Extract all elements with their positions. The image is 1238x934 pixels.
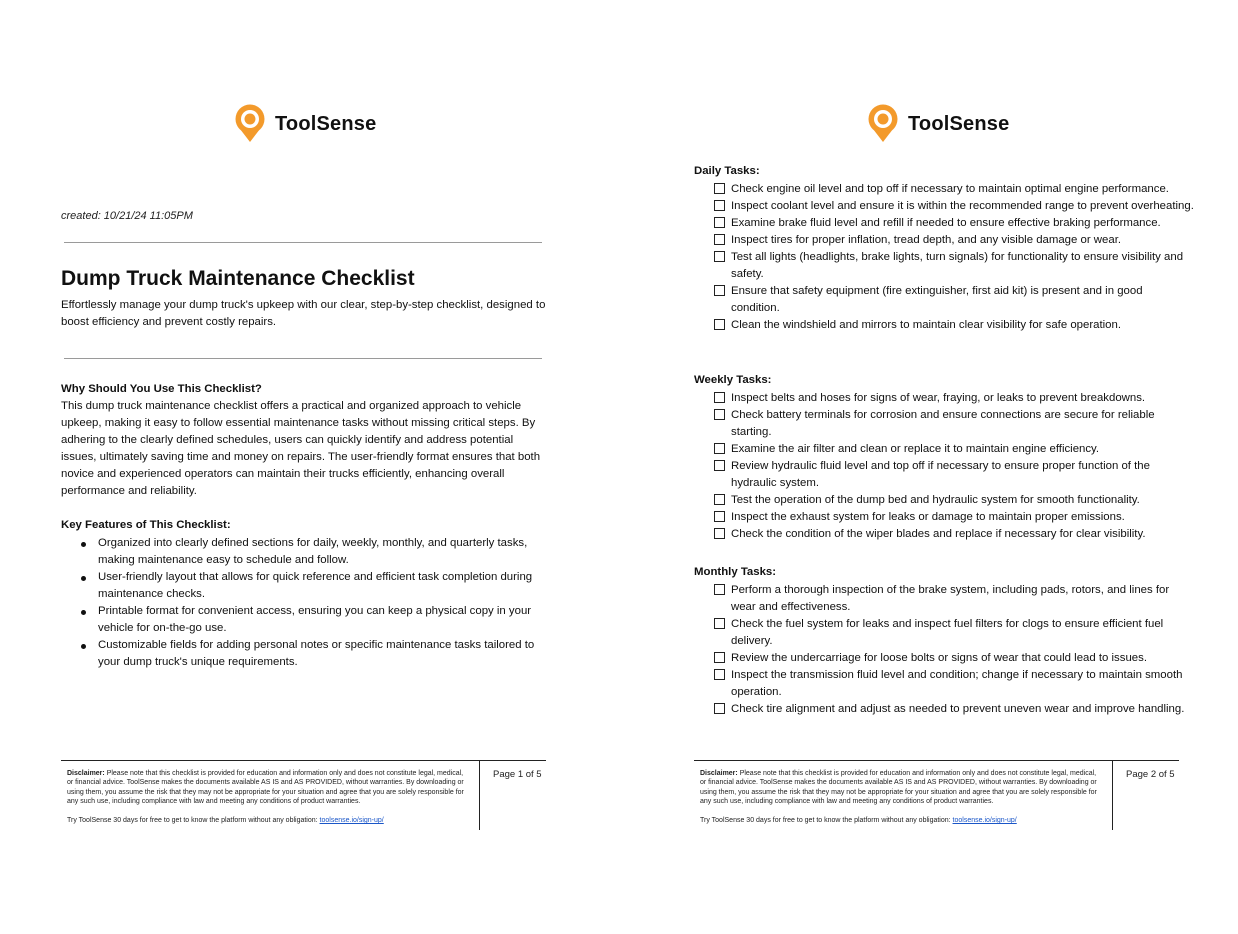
checklist-item: Perform a thorough inspection of the brake system, including pads, rotors, and lines for wear and effectiveness. <box>694 582 1194 616</box>
checklist-item: Check battery terminals for corrosion and ensure connections are secure for reliable starting. <box>694 407 1194 441</box>
list-item: Organized into clearly defined sections for daily, weekly, monthly, and quarterly tasks, making maintenance easy to schedule and follow. <box>61 535 547 569</box>
checkbox[interactable] <box>714 319 725 330</box>
features-heading: Key Features of This Checklist: <box>61 519 231 531</box>
checkbox[interactable] <box>714 409 725 420</box>
checklist-item: Inspect tires for proper inflation, tread depth, and any visible damage or wear. <box>694 232 1194 249</box>
features-list <box>61 535 547 671</box>
created-timestamp: created: 10/21/24 11:05PM <box>61 210 193 222</box>
disclaimer-text: Disclaimer: Please note that this checklist is provided for education and information only and does not constitute legal, medical, or financial advice. ToolSense makes the documents available AS IS and AS PROVIDED, without warranties. By downloading or using them, you assume the risk that they may not be appropriate for your situation and agree that you are solely responsible for any such use, including compliance with law and meeting any conditions of product warranties. <box>700 770 1097 805</box>
page-title: Dump Truck Maintenance Checklist <box>61 267 415 290</box>
checklist-item: Clean the windshield and mirrors to maintain clear visibility for safe operation. <box>694 317 1194 334</box>
checkbox[interactable] <box>714 669 725 680</box>
divider-top <box>64 242 542 243</box>
weekly-heading: Weekly Tasks: <box>694 374 772 386</box>
page-footer <box>694 760 1179 830</box>
document-page-2 <box>633 0 1238 934</box>
page-number: Page 1 of 5 <box>493 769 542 780</box>
signup-link[interactable]: toolsense.io/sign-up/ <box>952 817 1017 824</box>
why-body: This dump truck maintenance checklist offers a practical and organized approach to vehicle upkeep, making it easy to follow essential maintenance tasks without missing critical steps. By adhering to the clearly defined schedules, users can quickly identify and address potential issues, ultimately saving time and money on repairs. The user-friendly format ensures that both novice and experienced operators can maintain their trucks efficiently, enhancing overall performance and reliability. <box>61 400 541 497</box>
checkbox[interactable] <box>714 511 725 522</box>
checklist-item: Review hydraulic fluid level and top off if necessary to ensure proper function of the hydraulic system. <box>694 458 1194 492</box>
checkbox[interactable] <box>714 234 725 245</box>
checkbox[interactable] <box>714 528 725 539</box>
checkbox[interactable] <box>714 392 725 403</box>
checklist-item: Inspect belts and hoses for signs of wear, fraying, or leaks to prevent breakdowns. <box>694 390 1194 407</box>
list-item: Customizable fields for adding personal notes or specific maintenance tasks tailored to your dump truck's unique requirements. <box>61 637 547 671</box>
list-item: Printable format for convenient access, ensuring you can keep a physical copy in your vehicle for on-the-go use. <box>61 603 547 637</box>
checklist-item: Check tire alignment and adjust as needed to prevent uneven wear and improve handling. <box>694 701 1194 718</box>
logo-wordmark: ToolSense <box>275 112 377 135</box>
weekly-task-list <box>694 390 1194 543</box>
checklist-item: Inspect the transmission fluid level and condition; change if necessary to maintain smooth operation. <box>694 667 1194 701</box>
toolsense-logo <box>866 104 1009 144</box>
bullet-icon <box>81 610 86 615</box>
location-pin-icon <box>233 104 267 144</box>
logo-wordmark: ToolSense <box>908 112 1010 135</box>
checklist-item: Inspect coolant level and ensure it is within the recommended range to prevent overheating. <box>694 198 1194 215</box>
bullet-icon <box>81 576 86 581</box>
checklist-item: Examine brake fluid level and refill if needed to ensure effective braking performance. <box>694 215 1194 232</box>
checklist-item: Ensure that safety equipment (fire extinguisher, first aid kit) is present and in good condition. <box>694 283 1194 317</box>
checkbox[interactable] <box>714 618 725 629</box>
daily-heading: Daily Tasks: <box>694 165 760 177</box>
checkbox[interactable] <box>714 460 725 471</box>
disclaimer-text: Disclaimer: Please note that this checklist is provided for education and information only and does not constitute legal, medical, or financial advice. ToolSense makes the documents available AS IS and AS PROVIDED, without warranties. By downloading or using them, you assume the risk that they may not be appropriate for your situation and agree that you are solely responsible for any such use, including compliance with law and meeting any conditions of product warranties. <box>67 770 464 805</box>
why-heading: Why Should You Use This Checklist? <box>61 383 262 395</box>
toolsense-logo <box>233 104 376 144</box>
footer-divider <box>1112 761 1113 830</box>
checkbox[interactable] <box>714 443 725 454</box>
monthly-heading: Monthly Tasks: <box>694 566 777 578</box>
intro-text: Effortlessly manage your dump truck's upkeep with our clear, step-by-step checklist, designed to boost efficiency and prevent costly repairs. <box>61 299 546 328</box>
checklist-item: Examine the air filter and clean or replace it to maintain engine efficiency. <box>694 441 1194 458</box>
footer-divider <box>479 761 480 830</box>
page-footer <box>61 760 546 830</box>
checkbox[interactable] <box>714 652 725 663</box>
checkbox[interactable] <box>714 703 725 714</box>
checkbox[interactable] <box>714 584 725 595</box>
bullet-icon <box>81 644 86 649</box>
bullet-icon <box>81 542 86 547</box>
page-number: Page 2 of 5 <box>1126 769 1175 780</box>
location-pin-icon <box>866 104 900 144</box>
checkbox[interactable] <box>714 183 725 194</box>
checklist-item: Check the condition of the wiper blades and replace if necessary for clear visibility. <box>694 526 1194 543</box>
checklist-item: Review the undercarriage for loose bolts or signs of wear that could lead to issues. <box>694 650 1194 667</box>
checkbox[interactable] <box>714 217 725 228</box>
checklist-item: Test all lights (headlights, brake lights, turn signals) for functionality to ensure visibility and safety. <box>694 249 1194 283</box>
monthly-task-list <box>694 582 1194 718</box>
checklist-item: Inspect the exhaust system for leaks or damage to maintain proper emissions. <box>694 509 1194 526</box>
trial-text: Try ToolSense 30 days for free to get to know the platform without any obligation: toolsense.io/sign-up/ <box>700 817 1017 824</box>
list-item: User-friendly layout that allows for quick reference and efficient task completion during maintenance checks. <box>61 569 547 603</box>
signup-link[interactable]: toolsense.io/sign-up/ <box>319 817 384 824</box>
checklist-item: Test the operation of the dump bed and hydraulic system for smooth functionality. <box>694 492 1194 509</box>
trial-text: Try ToolSense 30 days for free to get to know the platform without any obligation: toolsense.io/sign-up/ <box>67 817 384 824</box>
divider-bottom <box>64 358 542 359</box>
checkbox[interactable] <box>714 251 725 262</box>
checkbox[interactable] <box>714 494 725 505</box>
checklist-item: Check the fuel system for leaks and inspect fuel filters for clogs to ensure efficient fuel delivery. <box>694 616 1194 650</box>
checkbox[interactable] <box>714 285 725 296</box>
checkbox[interactable] <box>714 200 725 211</box>
daily-task-list <box>694 181 1194 334</box>
checklist-item: Check engine oil level and top off if necessary to maintain optimal engine performance. <box>694 181 1194 198</box>
